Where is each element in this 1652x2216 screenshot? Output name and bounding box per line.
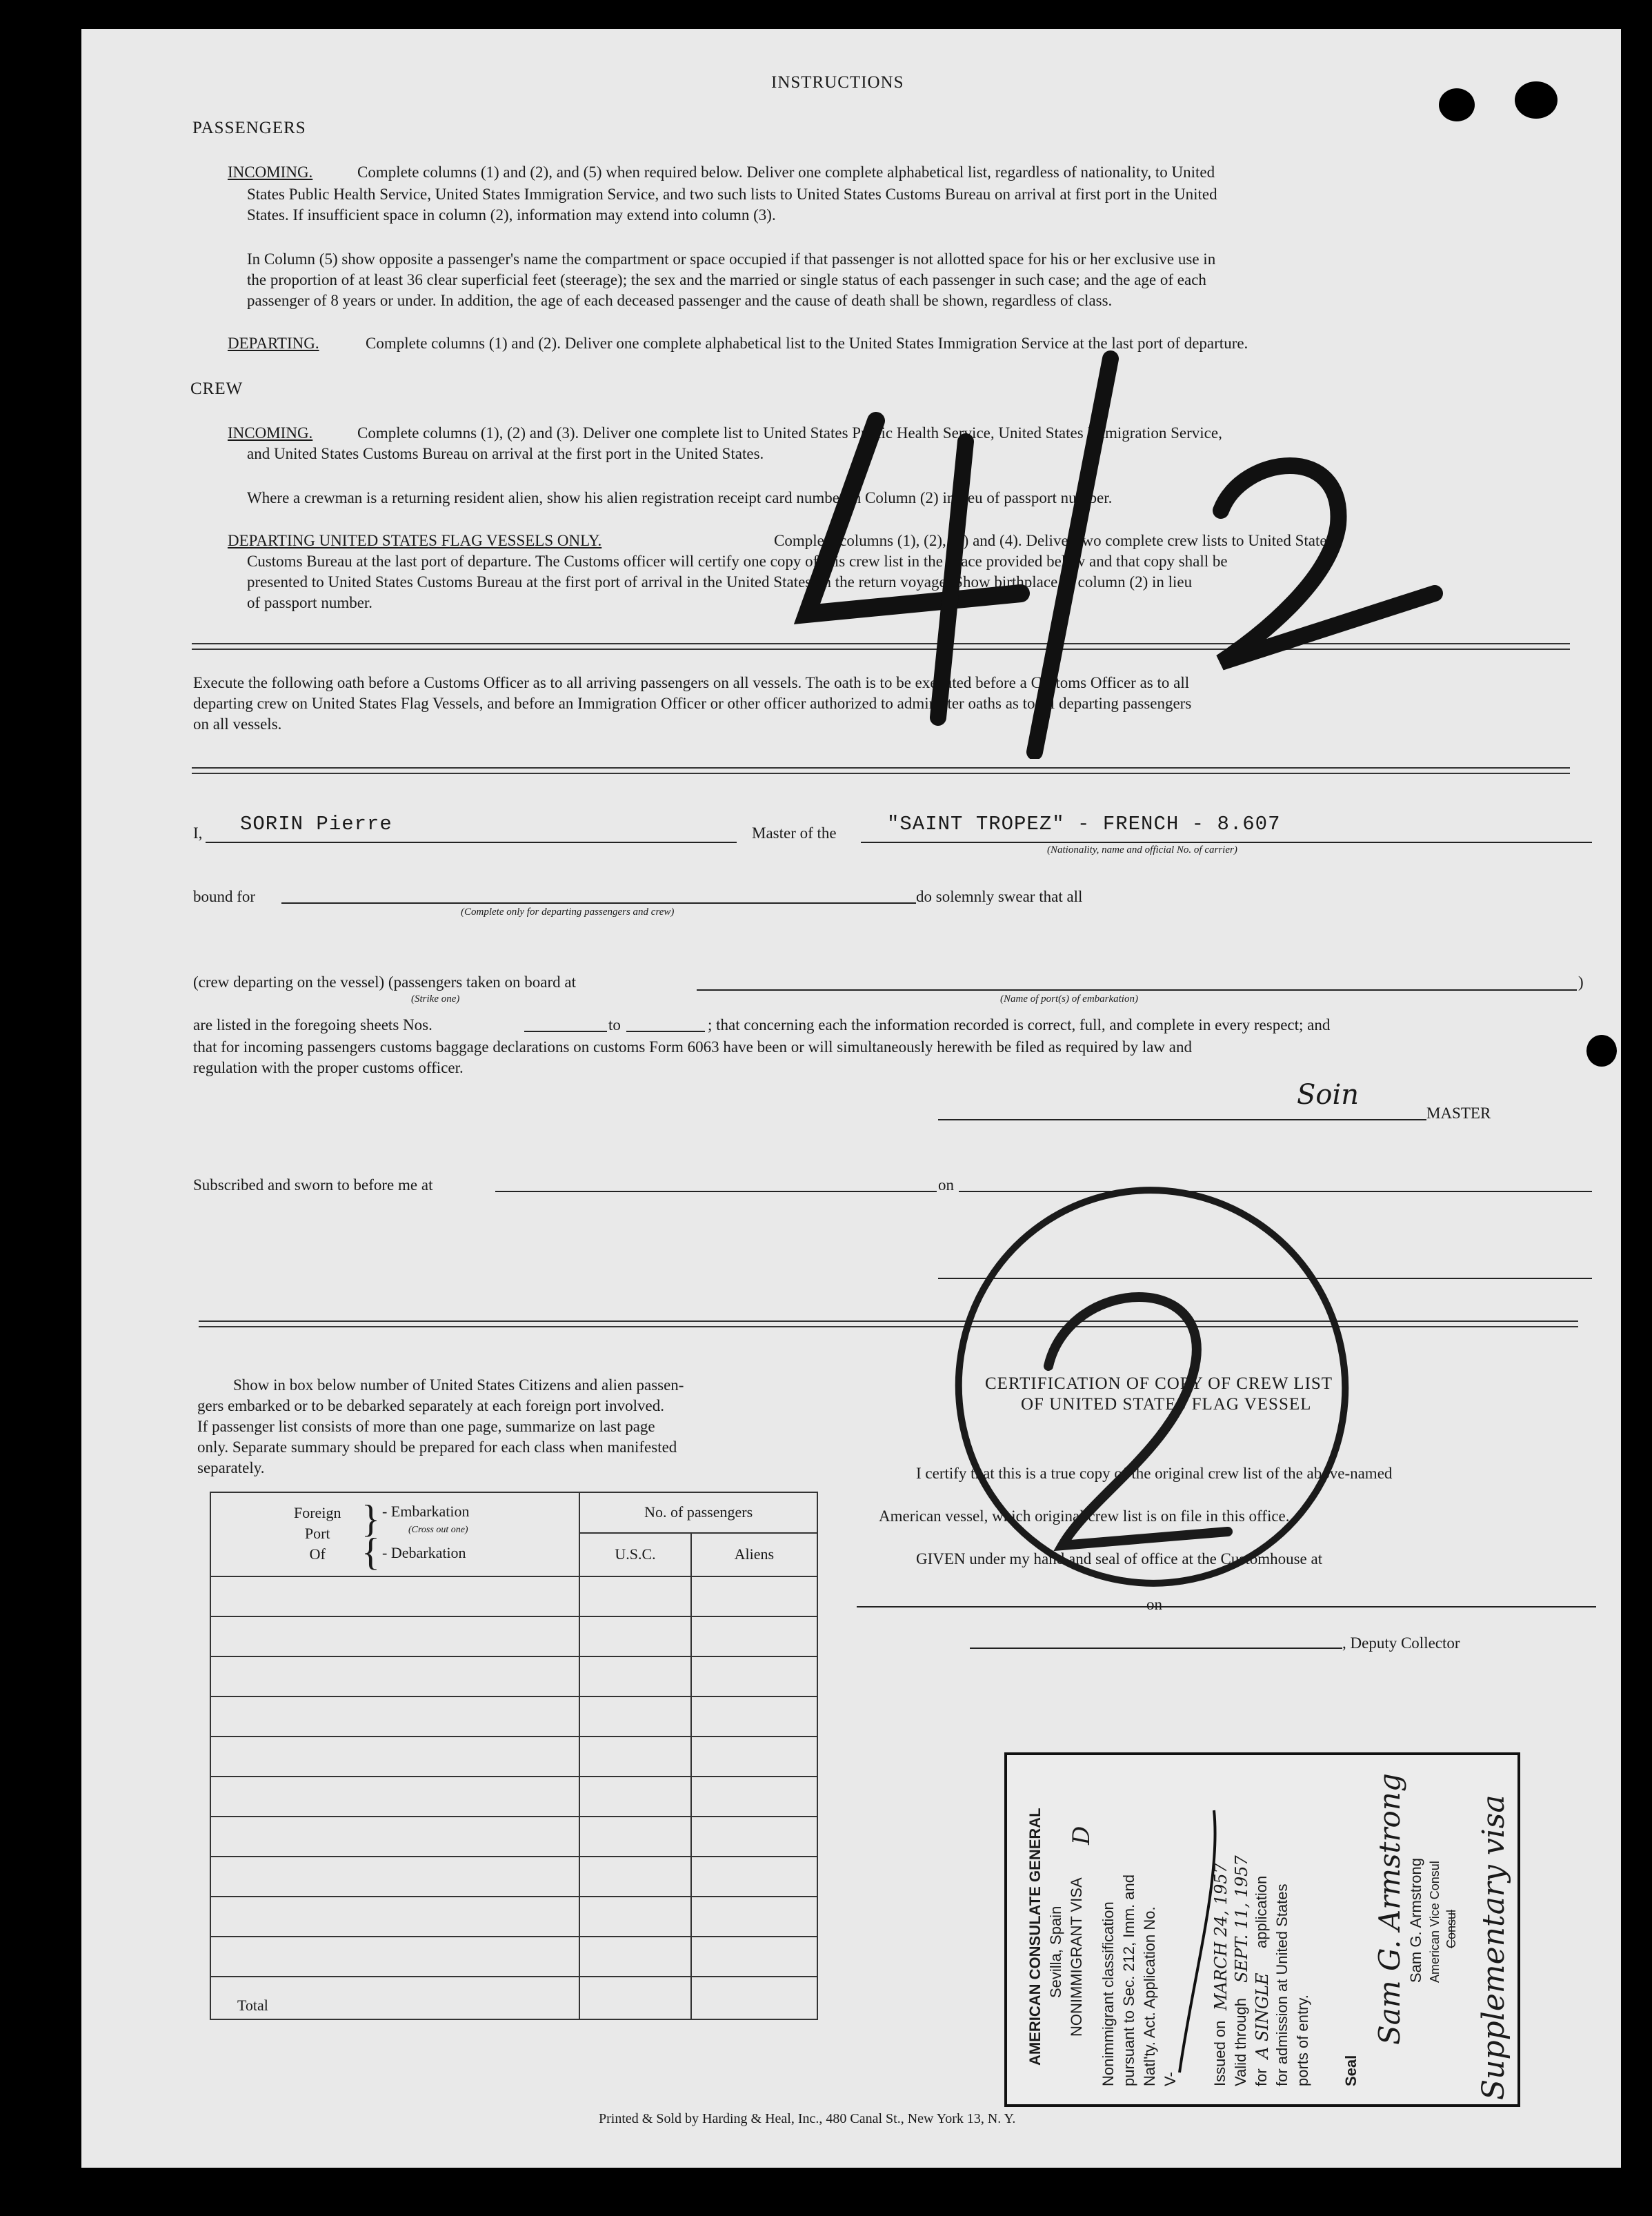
vessel-caption: (Nationality, name and official No. of carrier) (1047, 844, 1237, 855)
oath-line-3: regulation with the proper customs officer. (193, 1059, 464, 1076)
vessel-line (861, 842, 1592, 843)
visa-stamp (1004, 1752, 1520, 2107)
handwritten-circled-2 (931, 1173, 1386, 1614)
passenger-summary-table (210, 1492, 818, 2020)
bound-for-label: bound for (193, 888, 256, 905)
oath-line-2: that for incoming passengers customs baggage declarations on customs Form 6063 have been or will simultaneously herewith be filed as required by law and (193, 1038, 1193, 1056)
total-label: Total (210, 1977, 579, 2019)
master-of-label: Master of the (752, 824, 837, 842)
crew-incoming-label: INCOMING. (228, 424, 313, 442)
oath-intro-line-2: departing crew on United States Flag Vessels, and before an Immigration Officer or other officer authorized to administer oaths as to all departing passengers (193, 695, 1192, 712)
table-row (210, 1576, 817, 1616)
to-label: to (608, 1016, 621, 1033)
stamp-line-vice-consul: American Vice Consul (1428, 1861, 1442, 1983)
table-row (210, 1817, 817, 1857)
stamp-line-admission: for admission at United States (1273, 1883, 1291, 2086)
passengers-incoming-line-3: States. If insufficient space in column (2), information may extend into column (3). (247, 206, 776, 224)
stamp-line-classification: Nonimmigrant classification (1099, 1901, 1117, 2086)
stamp-application-label: application (1253, 1875, 1270, 1948)
crew-departing-line-1: Complete columns (1), (2), (3) and (4). Deliver two complete crew lists to United States (774, 532, 1333, 549)
stamp-line-application: Natl'ty. Act. Application No. (1141, 1906, 1158, 2086)
stamp-line-v: V- (1162, 2072, 1179, 2086)
oath-i-label: I, (193, 824, 203, 842)
printer-footer: Printed & Sold by Harding & Heal, Inc., 480 Canal St., New York 13, N. Y. (599, 2111, 1016, 2126)
table-row (210, 1737, 817, 1777)
debarkation-label: - Debarkation (382, 1544, 466, 1561)
stamp-line-city: Sevilla, Spain (1047, 1906, 1064, 1998)
table-row (210, 1696, 817, 1737)
crew-heading: CREW (190, 379, 243, 398)
passengers-heading: PASSENGERS (192, 119, 306, 137)
usc-header: U.S.C. (579, 1533, 690, 1576)
sheets-to-line (626, 1031, 705, 1032)
stamp-line-visa-type: NONIMMIGRANT VISA (1068, 1877, 1085, 2037)
master-label: MASTER (1426, 1105, 1491, 1122)
crew-incoming-line-1: Complete columns (1), (2) and (3). Deliver one complete list to United States Public Health Service, United States Immigration Service, (357, 424, 1222, 442)
divider-2 (192, 767, 1570, 774)
stamp-line-valid-through: Valid through (1232, 1997, 1249, 2086)
stamp-issued-value: MARCH 24, 1957 (1211, 1863, 1231, 2010)
summary-line-1: Show in box below number of United States Citizens and alien passen- (233, 1376, 684, 1394)
port-header-cell: Foreign Port Of } { - Embarkation (Cross out one) - Debarkation (210, 1492, 579, 1576)
of-label: Of (309, 1545, 326, 1563)
vessel-name: "SAINT TROPEZ" - FRENCH - 8.607 (887, 813, 1281, 835)
deputy-label: , Deputy Collector (1342, 1634, 1460, 1652)
page-title: INSTRUCTIONS (771, 73, 904, 92)
summary-line-4: only. Separate summary should be prepared for each class when manifested (197, 1438, 677, 1456)
summary-line-5: separately. (197, 1459, 265, 1476)
stamp-valid-value: SEPT. 11, 1957 (1232, 1855, 1251, 1983)
certification-line-2: American vessel, which original crew list is on file in this office. (879, 1507, 1290, 1525)
cross-out-caption: (Cross out one) (408, 1525, 468, 1535)
certification-line-3: GIVEN under my hand and seal of office at the Customhouse at (916, 1550, 1323, 1567)
certification-line-1: I certify that this is a true copy of the original crew list of the above-named (916, 1465, 1393, 1482)
passengers-incoming-label: INCOMING. (228, 164, 313, 181)
crew-departing-line-2: Customs Bureau at the last port of departure. The Customs officer will certify one copy of this crew list in the space provided below and that copy shall be (247, 553, 1228, 570)
oath-intro-line-1: Execute the following oath before a Customs Officer as to all arriving passengers on all vessels. The oath is to be executed before a Customs Officer as to all (193, 674, 1190, 691)
table-row (210, 1857, 817, 1897)
column5-line-1: In Column (5) show opposite a passenger's name the compartment or space occupied if that passenger is not allotted space for his or her exclusive use in (247, 250, 1216, 268)
stamp-classification-value: D (1068, 1826, 1095, 1845)
stamp-line-consul: Consul (1444, 1909, 1458, 1948)
stamp-line-consulate: AMERICAN CONSULATE GENERAL (1026, 1808, 1044, 2066)
crew-departing-oath-label: (crew departing on the vessel) (passengers taken on board at (193, 973, 576, 991)
master-signature: Soin (1297, 1079, 1360, 1111)
crew-incoming-line-2: and United States Customs Bureau on arrival at the first port in the United States. (247, 445, 764, 462)
stamp-line-officer-name: Sam G. Armstrong (1407, 1858, 1424, 1983)
master-name-line (206, 842, 737, 843)
aliens-header: Aliens (691, 1533, 817, 1576)
table-row (210, 1937, 817, 1977)
table-row (210, 1616, 817, 1656)
stamp-line-for: for (1253, 2068, 1270, 2086)
crew-departing-label: DEPARTING UNITED STATES FLAG VESSELS ONLY. (228, 532, 602, 549)
passengers-departing-text: Complete columns (1) and (2). Deliver one complete alphabetical list to the United States Immigration Service at the last port of departure. (366, 335, 1248, 352)
sheets-rest: ; that concerning each the information recorded is correct, full, and complete in every respect; and (708, 1016, 1331, 1033)
oath-intro-line-3: on all vessels. (193, 715, 282, 733)
deputy-signature-line (970, 1648, 1342, 1649)
handwritten-4-12-mark (793, 331, 1483, 759)
bound-for-line (281, 902, 916, 904)
table-row (210, 1777, 817, 1817)
certification-title-1: CERTIFICATION OF COPY OF CREW LIST (985, 1374, 1333, 1393)
ink-blot-1 (1439, 88, 1475, 121)
crew-departing-line-4: of passport number. (247, 594, 373, 611)
bound-caption: (Complete only for departing passengers and crew) (461, 907, 675, 918)
passengers-incoming-line-1: Complete columns (1) and (2), and (5) when required below. Deliver one complete alphabetical list, regardless of nationality, to United (357, 164, 1215, 181)
summary-line-2: gers embarked or to be debarked separately at each foreign port involved. (197, 1397, 664, 1414)
subscribed-on-label: on (938, 1176, 954, 1194)
stamp-line-seal: Seal (1342, 2055, 1360, 2086)
crew-departing-line-3: presented to United States Customs Bureau at the first port of arrival in the United States on the return voyage. Show birthplace in column (2) in lieu (247, 573, 1193, 591)
summary-line-3: If passenger list consists of more than one page, summarize on last page (197, 1418, 655, 1435)
stamp-line-issued-on: Issued on (1211, 2020, 1228, 2086)
total-row (210, 1977, 817, 2019)
crew-returning-text: Where a crewman is a returning resident alien, show his alien registration receipt card number in Column (2) in lieu of passport number. (247, 489, 1113, 506)
ports-caption: (Name of port(s) of embarkation) (1000, 993, 1138, 1005)
table-row (210, 1656, 817, 1696)
ports-line (697, 989, 1577, 991)
sheets-from-line (524, 1031, 607, 1032)
passengers-incoming-line-2: States Public Health Service, United States Immigration Service, and two such lists to United States Customs Bureau on arrival at first port in the United (247, 186, 1217, 203)
stamp-for-value: A SINGLE (1253, 1972, 1272, 2059)
ink-blot-3 (1586, 1035, 1617, 1067)
certification-on-label: on (1146, 1596, 1162, 1613)
master-name: SORIN Pierre (240, 813, 392, 835)
stamp-line-ports: ports of entry. (1294, 1995, 1311, 2086)
foreign-label: Foreign (294, 1504, 341, 1521)
table-row (210, 1897, 817, 1937)
master-signature-line (938, 1119, 1426, 1120)
swear-label: do solemnly swear that all (916, 888, 1083, 905)
ink-blot-2 (1515, 81, 1558, 119)
column5-line-2: the proportion of at least 36 clear superficial feet (steerage); the sex and the married or single status of each passenger in such case; and the age of each (247, 271, 1206, 288)
stamp-side-note: Supplementary visa (1476, 1794, 1511, 2100)
close-paren: ) (1578, 973, 1584, 991)
subscribed-label: Subscribed and sworn to before me at (193, 1176, 433, 1194)
subscribed-at-line (495, 1191, 937, 1192)
stamp-consul-signature: Sam G. Armstrong (1373, 1773, 1406, 2045)
strike-caption: (Strike one) (411, 993, 460, 1005)
sheets-label: are listed in the foregoing sheets Nos. (193, 1016, 432, 1033)
no-passengers-header: No. of passengers (579, 1492, 817, 1533)
stamp-line-pursuant: pursuant to Sec. 212, Imm. and (1120, 1874, 1137, 2086)
embarkation-label: - Embarkation (382, 1503, 470, 1520)
passengers-departing-label: DEPARTING. (228, 335, 319, 352)
column5-line-3: passenger of 8 years or under. In addition, the age of each deceased passenger and the cause of death shall be shown, regardless of class. (247, 292, 1113, 309)
port-label: Port (304, 1525, 330, 1542)
certification-title-2: OF UNITED STATES FLAG VESSEL (1021, 1395, 1312, 1414)
